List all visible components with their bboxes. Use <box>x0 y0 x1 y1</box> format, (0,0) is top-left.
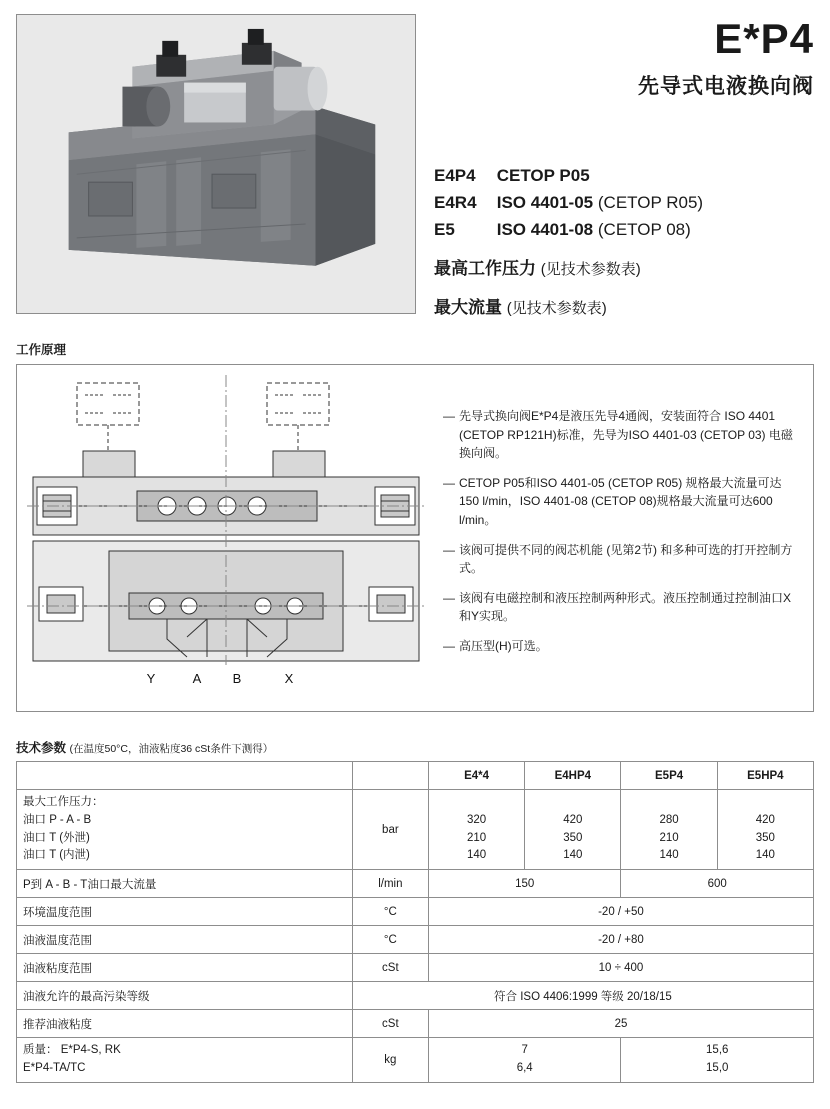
spec-max-pressure <box>434 254 814 279</box>
col-head-e4hp4: E4HP4 <box>525 762 621 790</box>
value-line <box>435 794 518 812</box>
spec-label: 最高工作压力 <box>434 259 536 278</box>
section-title-tech <box>16 738 814 756</box>
value-line <box>627 794 710 812</box>
table-row <box>17 1010 814 1038</box>
value-line: 140 <box>659 849 679 862</box>
port-label-X: X <box>284 671 294 686</box>
value-line: 140 <box>755 849 775 862</box>
principle-panel <box>16 364 814 712</box>
dash-marker: — <box>443 475 455 490</box>
model-standard: ISO 4401-08 <box>496 220 594 239</box>
row-unit: °C <box>352 898 428 926</box>
desc-line: 最大工作压力： <box>23 796 104 808</box>
row-desc-recommended-viscosity: 推荐油液粘度 <box>17 1010 353 1038</box>
cell-value <box>621 1038 814 1083</box>
cell-value <box>525 790 621 870</box>
row-desc-viscosity-range: 油液粘度范围 <box>17 954 353 982</box>
table-row <box>17 898 814 926</box>
bullet-text: CETOP P05和ISO 4401-05 (CETOP R05) 规格最大流量可达150 l/min，ISO 4401-08 (CETOP 08)规格最大流量可达600 l/min。 <box>459 475 782 527</box>
row-desc-fluid-temp: 油液温度范围 <box>17 926 353 954</box>
model-paren: (CETOP R05) <box>597 193 704 212</box>
row-unit: °C <box>352 926 428 954</box>
list-item <box>443 407 799 463</box>
cell-value: -20 / +80 <box>428 926 813 954</box>
page-title: E*P4 <box>714 15 814 62</box>
row-desc-max-flow: P到 A - B - T油口最大流量 <box>17 870 353 898</box>
value-line: 280 <box>659 813 679 826</box>
header-text-block <box>416 14 814 318</box>
value-line <box>724 794 807 812</box>
value-line: 15,6 <box>706 1044 729 1057</box>
model-line <box>434 166 814 186</box>
value-line: 350 <box>563 831 583 844</box>
row-unit: bar <box>352 790 428 870</box>
value-line: 140 <box>563 849 583 862</box>
cell-value: 符合 ISO 4406:1999 等级 20/18/15 <box>352 982 813 1010</box>
model-code: E4P4 <box>434 166 476 185</box>
model-code: E4R4 <box>434 193 477 212</box>
spec-max-flow <box>434 293 814 318</box>
valve-illustration <box>17 15 415 314</box>
tech-params-table <box>16 761 814 1083</box>
value-line: 140 <box>466 849 487 862</box>
model-line <box>434 193 814 213</box>
dash-marker: — <box>443 542 455 557</box>
table-header-row <box>17 762 814 790</box>
cell-value: 150 <box>428 870 621 898</box>
hydraulic-schematic <box>17 365 437 711</box>
model-paren: (CETOP 08) <box>597 220 691 239</box>
model-code: E5 <box>434 220 455 239</box>
dash-marker: — <box>443 638 455 653</box>
value-line: 15,0 <box>706 1062 729 1075</box>
bullet-text: 该阀有电磁控制和液压控制两种形式。液压控制通过控制油口X和Y实现。 <box>459 590 792 624</box>
row-desc-max-pressure <box>17 790 353 870</box>
list-item <box>443 637 799 656</box>
row-unit: cSt <box>352 1010 428 1038</box>
dash-marker: — <box>443 590 455 605</box>
col-head-e44: E4*4 <box>428 762 524 790</box>
model-list <box>434 166 814 240</box>
row-unit: cSt <box>352 954 428 982</box>
row-desc-contamination: 油液允许的最高污染等级 <box>17 982 353 1010</box>
tech-title-note: (在温度50°C，油液粘度36 cSt条件下测得） <box>69 743 274 755</box>
row-unit: kg <box>352 1038 428 1083</box>
model-standard: ISO 4401-05 <box>496 193 594 212</box>
value-line: 420 <box>563 813 583 826</box>
dash-marker: — <box>443 409 455 423</box>
port-label-B: B <box>232 671 242 686</box>
row-desc-ambient-temp: 环境温度范围 <box>17 898 353 926</box>
spec-note: (见技术参数表) <box>540 261 641 278</box>
model-line <box>434 220 814 240</box>
col-head-unit <box>352 762 428 790</box>
cell-value: -20 / +50 <box>428 898 813 926</box>
table-row <box>17 926 814 954</box>
port-label-A: A <box>192 671 202 686</box>
port-label-Y: Y <box>146 671 156 686</box>
cell-value: 25 <box>428 1010 813 1038</box>
desc-line: 油口 P - A - B <box>23 813 92 826</box>
spec-note: (见技术参数表) <box>506 300 607 317</box>
table-row <box>17 982 814 1010</box>
desc-line: 质量： E*P4-S, RK <box>23 1044 121 1057</box>
cell-value <box>428 790 524 870</box>
list-item <box>443 589 799 626</box>
list-item <box>443 541 799 578</box>
list-item <box>443 474 799 530</box>
table-row <box>17 954 814 982</box>
value-line <box>531 794 614 812</box>
model-standard: CETOP P05 <box>496 166 590 185</box>
principle-bullet-list <box>437 365 813 711</box>
bullet-text: 高压型(H)可选。 <box>459 638 548 653</box>
row-unit: l/min <box>352 870 428 898</box>
row-desc-mass <box>17 1038 353 1083</box>
desc-line: E*P4-TA/TC <box>23 1062 86 1075</box>
header-section <box>16 14 814 318</box>
table-row <box>17 870 814 898</box>
table-row <box>17 790 814 870</box>
bullet-text: 先导式换向阀E*P4是液压先导4通阀，安装面符合 ISO 4401 (CETOP RP121H)标准，先导为ISO 4401-03 (CETOP 03) 电磁换向阀。 <box>459 409 793 461</box>
value-line: 420 <box>755 813 775 826</box>
value-line: 320 <box>466 813 487 826</box>
table-row <box>17 1038 814 1083</box>
value-line: 350 <box>755 831 775 844</box>
tech-title: 技术参数 <box>16 741 67 755</box>
value-line: 210 <box>466 831 487 844</box>
desc-line: 油口 T (内泄) <box>23 849 90 862</box>
page-subtitle: 先导式电液换向阀 <box>638 75 814 98</box>
col-head-e5p4: E5P4 <box>621 762 717 790</box>
cell-value: 10 ÷ 400 <box>428 954 813 982</box>
section-title-principle: 工作原理 <box>16 343 67 357</box>
value-line: 6,4 <box>516 1062 533 1075</box>
spec-label: 最大流量 <box>434 298 502 317</box>
cell-value <box>717 790 813 870</box>
schematic-drawing <box>17 365 437 711</box>
cell-value: 600 <box>621 870 814 898</box>
product-photo <box>16 14 416 314</box>
cell-value <box>428 1038 621 1083</box>
desc-line: 油口 T (外泄) <box>23 831 90 844</box>
value-line: 210 <box>659 831 679 844</box>
cell-value <box>621 790 717 870</box>
col-head-desc <box>17 762 353 790</box>
col-head-e5hp4: E5HP4 <box>717 762 813 790</box>
value-line: 7 <box>521 1044 528 1057</box>
bullet-text: 该阀可提供不同的阀芯机能 (见第2节) 和多种可选的打开控制方式。 <box>459 542 793 576</box>
